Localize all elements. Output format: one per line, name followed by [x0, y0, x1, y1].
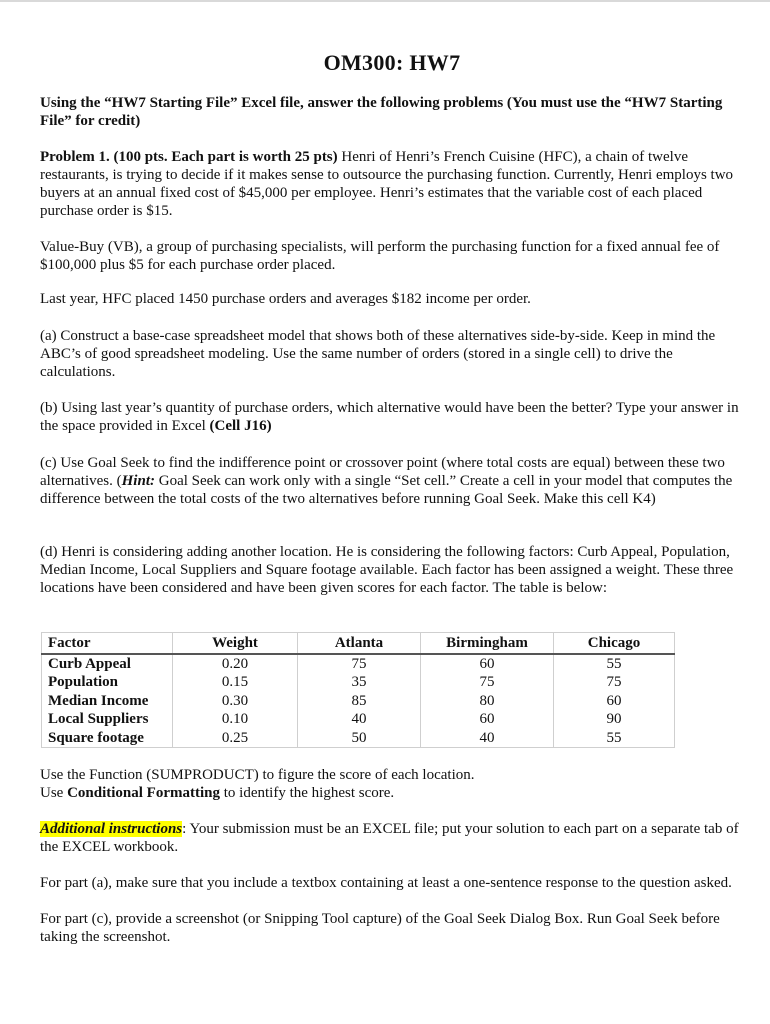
page-title: OM300: HW7: [323, 50, 461, 75]
atlanta-cell: 85: [298, 692, 421, 711]
part-b-cell: (Cell J16): [209, 418, 272, 434]
part-a-note: For part (a), make sure that you include a textbox containing at least a one-sentence response to the question asked.: [40, 875, 732, 891]
additional-instructions-label: Additional instructions: [40, 821, 183, 837]
part-c-hint: Hint:: [121, 473, 155, 489]
part-d-text: (d) Henri is considering adding another location. He is considering the following factors: Curb Appeal, Population, Median Income, Local Suppliers and Square footage available. Each factor has been assigned a weight. These three locations have been considered and have been given scores for each factor. The table is below:: [40, 544, 734, 596]
additional-instructions-text: [40, 820, 744, 856]
header-factor: Factor: [42, 633, 173, 654]
factor-cell: Median Income: [42, 692, 173, 711]
factor-table: [41, 632, 675, 748]
birmingham-cell: 80: [421, 692, 554, 711]
atlanta-cell: 75: [298, 654, 421, 674]
table-row: [42, 692, 675, 711]
factor-cell: Population: [42, 673, 173, 692]
problem-1-points: (100 pts. Each part is worth 25 pts): [113, 149, 338, 165]
header-weight: Weight: [173, 633, 298, 654]
birmingham-cell: 40: [421, 729, 554, 748]
problem-1-text: [40, 148, 744, 220]
chicago-cell: 90: [554, 710, 675, 729]
factor-cell: Local Suppliers: [42, 710, 173, 729]
part-a-text: (a) Construct a base-case spreadsheet model that shows both of these alternatives side-by-side. Keep in mind the ABC’s of good spreadsheet modeling. Use the same number of orders (stored in a single cell) to drive the calculations.: [40, 328, 716, 380]
atlanta-cell: 50: [298, 729, 421, 748]
birmingham-cell: 75: [421, 673, 554, 692]
atlanta-cell: 40: [298, 710, 421, 729]
factor-table-header: [42, 633, 675, 654]
weight-cell: 0.15: [173, 673, 298, 692]
top-border: [0, 0, 770, 2]
part-b-text: [40, 399, 744, 435]
weight-cell: 0.20: [173, 654, 298, 674]
atlanta-cell: 35: [298, 673, 421, 692]
value-buy-text: Value-Buy (VB), a group of purchasing specialists, will perform the purchasing function for a fixed annual fee of $100,000 plus $5 for each purchase order placed.: [40, 239, 720, 273]
factor-cell: Square footage: [42, 729, 173, 748]
factor-cell: Curb Appeal: [42, 654, 173, 674]
problem-1-label: Problem 1.: [40, 149, 110, 165]
cond-pre: Use: [40, 785, 64, 801]
table-row: [42, 673, 675, 692]
part-c-text: [40, 454, 744, 508]
sumproduct-text: Use the Function (SUMPRODUCT) to figure the score of each location.: [40, 767, 475, 783]
birmingham-cell: 60: [421, 710, 554, 729]
part-c-rest: Goal Seek can work only with a single “Set cell.” Create a cell in your model that computes the difference between the total costs of the two alternatives before running Goal Seek. Make this cell K4): [40, 473, 733, 507]
weight-cell: 0.10: [173, 710, 298, 729]
cond-post: to identify the highest score.: [223, 785, 395, 801]
conditional-formatting-text: [40, 784, 744, 802]
header-chicago: Chicago: [554, 633, 675, 654]
table-row: [42, 710, 675, 729]
cond-bold: Conditional Formatting: [67, 785, 221, 801]
header-atlanta: Atlanta: [298, 633, 421, 654]
table-row: [42, 654, 675, 674]
header-birmingham: Birmingham: [421, 633, 554, 654]
intro-text: Using the “HW7 Starting File” Excel file, answer the following problems (You must use the “HW7 Starting File” for credit): [40, 95, 723, 129]
chicago-cell: 60: [554, 692, 675, 711]
weight-cell: 0.25: [173, 729, 298, 748]
additional-instructions-body: : Your submission must be an EXCEL file; put your solution to each part on a separate tab of the EXCEL workbook.: [40, 821, 739, 855]
chicago-cell: 75: [554, 673, 675, 692]
table-row: [42, 729, 675, 748]
last-year-text: Last year, HFC placed 1450 purchase orders and averages $182 income per order.: [40, 291, 531, 307]
problem-1-body: Henri of Henri’s French Cuisine (HFC), a chain of twelve restaurants, is trying to decide if it makes sense to outsource the purchasing function. Currently, Henri employs two buyers at an annual fixed cost of $45,000 per employee. Henri’s estimates that the variable cost of each placed purchase order is $15.: [40, 149, 734, 219]
part-c-start: (c) Use Goal Seek to find the indifference point or crossover point (where total costs are equal) between these two alternatives. (: [40, 455, 725, 489]
weight-cell: 0.30: [173, 692, 298, 711]
part-c-note: For part (c), provide a screenshot (or Snipping Tool capture) of the Goal Seek Dialog Box. Run Goal Seek before taking the screenshot.: [40, 911, 720, 945]
chicago-cell: 55: [554, 654, 675, 674]
birmingham-cell: 60: [421, 654, 554, 674]
part-b-body: (b) Using last year’s quantity of purchase orders, which alternative would have been the better? Type your answer in the space provided in Excel: [40, 400, 739, 434]
chicago-cell: 55: [554, 729, 675, 748]
